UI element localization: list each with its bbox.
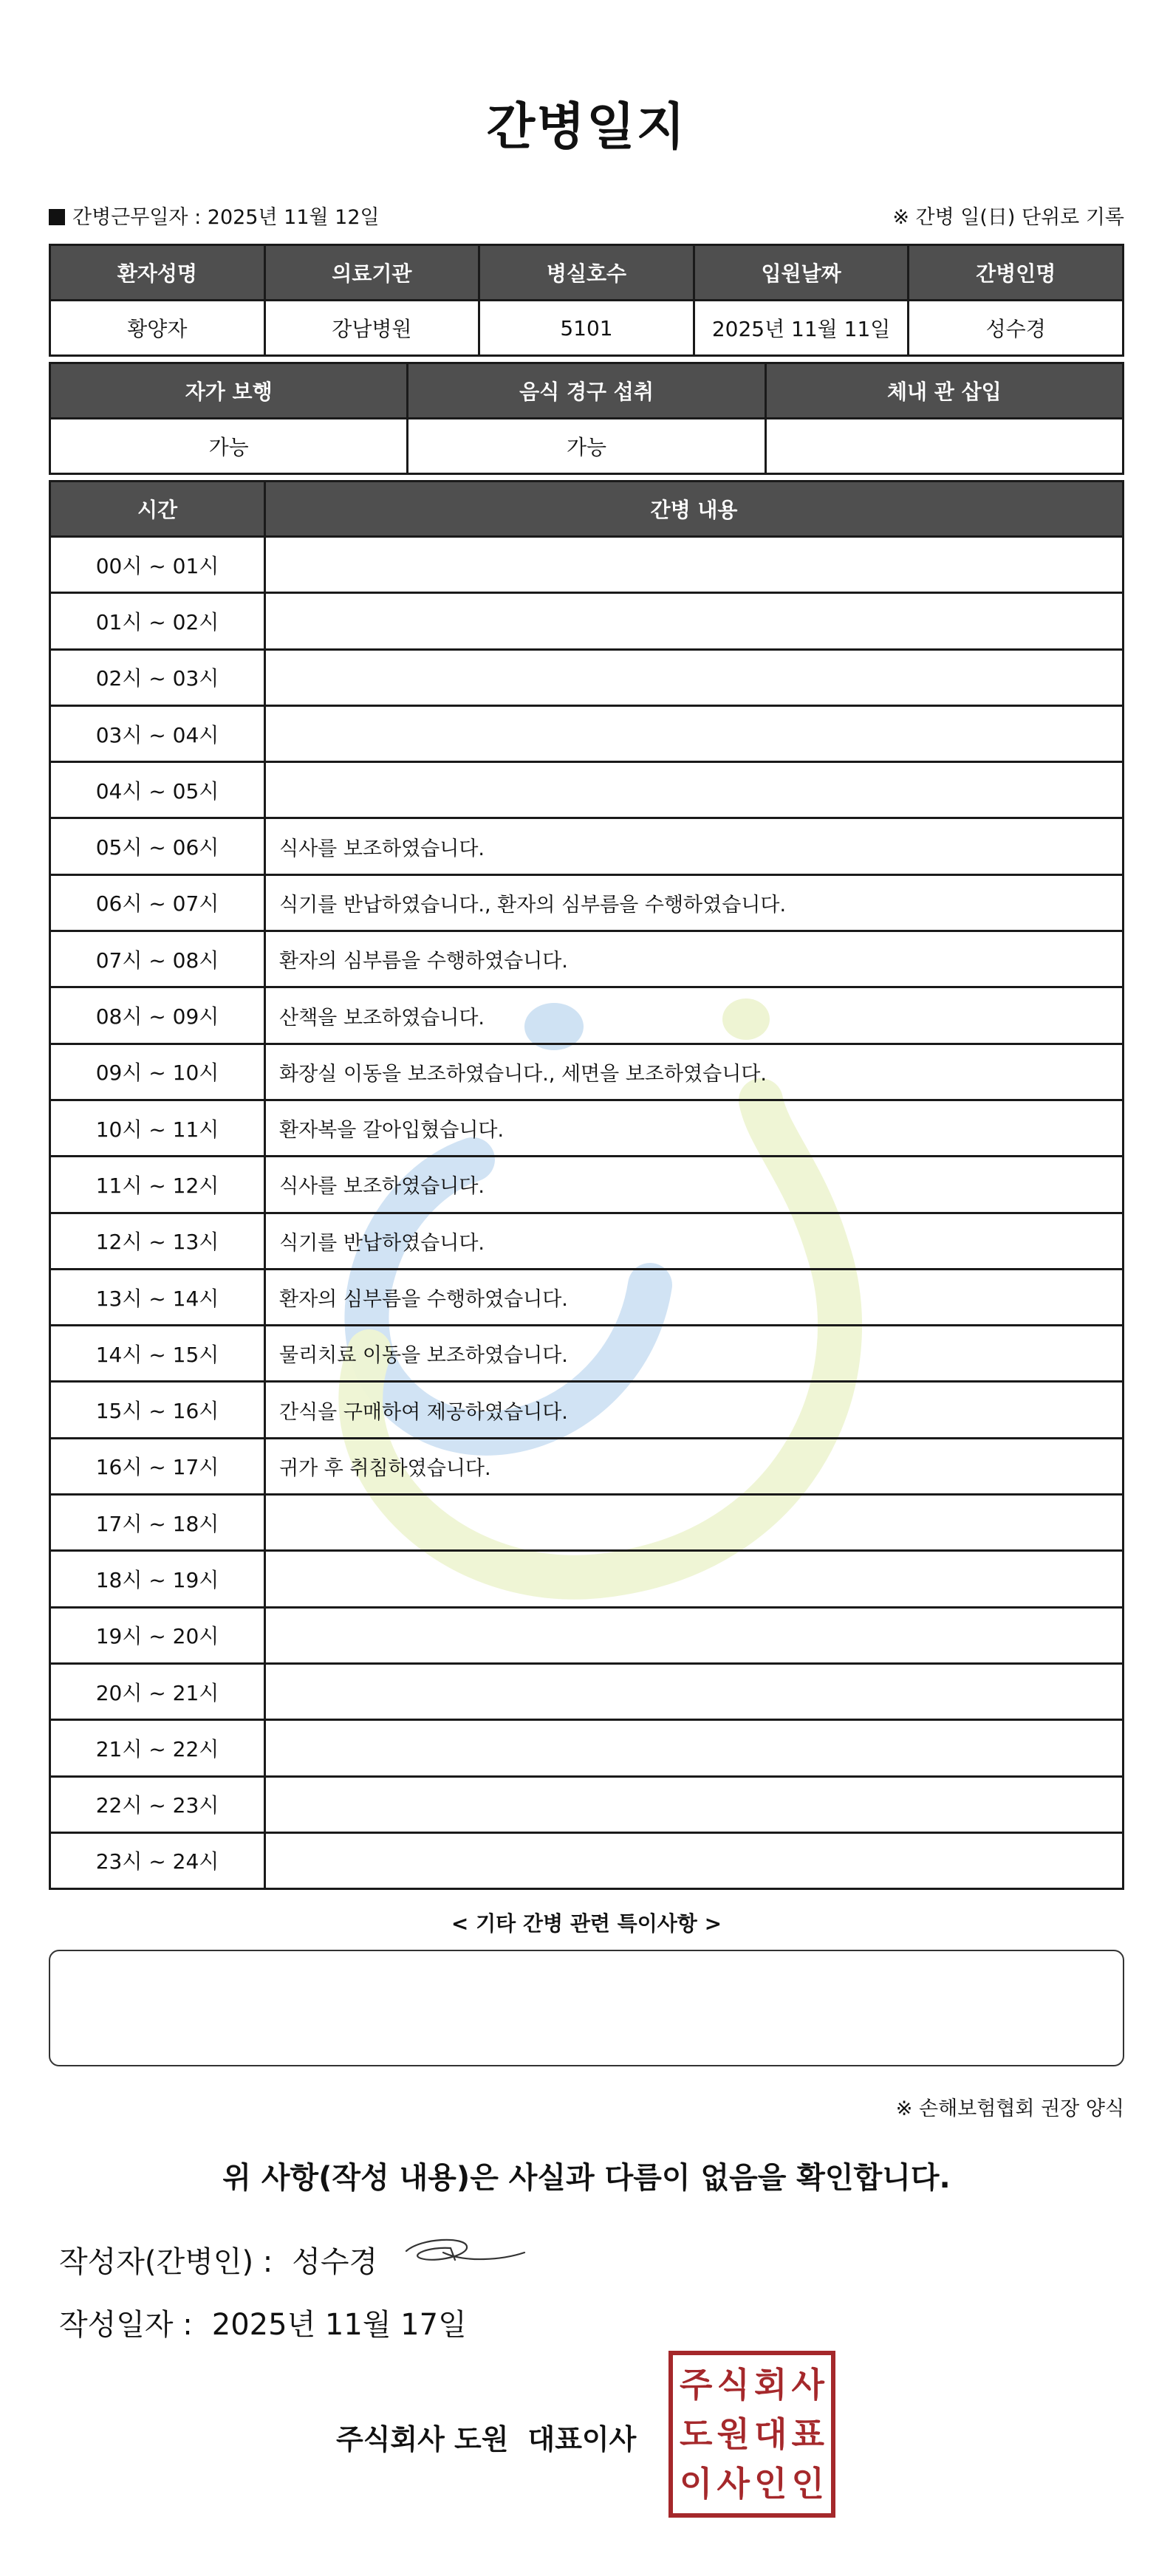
patient-name: 황양자 [50,301,265,356]
seal-char: 사 [717,2464,750,2504]
seal-char: 인 [791,2464,824,2504]
time-cell: 22시 ~ 23시 [50,1776,265,1832]
content-cell [265,1776,1124,1832]
time-cell: 21시 ~ 22시 [50,1720,265,1776]
header-walking: 자가 보행 [50,363,408,419]
header-care-content: 간병 내용 [265,482,1124,537]
table-row [50,1663,1124,1719]
time-cell: 23시 ~ 24시 [50,1832,265,1888]
signature-image [399,2230,532,2275]
work-date [49,201,380,230]
table-row [50,931,1124,987]
seal-char: 대 [754,2414,787,2454]
content-cell [265,705,1124,761]
content-cell: 물리치료 이동을 보조하였습니다. [265,1326,1124,1382]
table-row [50,1720,1124,1776]
time-cell: 04시 ~ 05시 [50,762,265,818]
remarks-title: < 기타 간병 관련 특이사항 > [451,1911,722,1936]
time-cell: 13시 ~ 14시 [50,1269,265,1325]
table-row [50,818,1124,874]
work-date-value: 2025년 11월 12일 [207,206,380,229]
care-log-table [49,480,1124,1890]
content-cell: 식사를 보조하였습니다. [265,818,1124,874]
walking-value: 가능 [50,419,408,474]
time-cell: 00시 ~ 01시 [50,537,265,593]
content-cell: 식사를 보조하였습니다. [265,1157,1124,1213]
content-cell [265,593,1124,649]
content-cell [265,1495,1124,1551]
content-cell: 식기를 반납하였습니다. [265,1213,1124,1269]
table-row [50,1438,1124,1494]
time-cell: 02시 ~ 03시 [50,649,265,705]
header-admission-date: 입원날짜 [694,245,909,301]
table-row [50,1495,1124,1551]
table-row [50,1157,1124,1213]
time-cell: 19시 ~ 20시 [50,1607,265,1663]
table-row [50,1269,1124,1325]
tube-value [765,419,1123,474]
table-row [50,537,1124,593]
written-date-label: 작성일자 : [59,2308,193,2342]
page-title: 간병일지 [486,98,687,157]
table-row [50,1326,1124,1382]
table-row [50,1776,1124,1832]
writer-name: 성수경 [292,2245,378,2279]
table-row [50,1100,1124,1156]
form-note: ※ 손해보험협회 권장 양식 [895,2097,1124,2120]
time-cell: 14시 ~ 15시 [50,1326,265,1382]
content-cell: 화장실 이동을 보조하였습니다., 세면을 보조하였습니다. [265,1044,1124,1100]
time-cell: 01시 ~ 02시 [50,593,265,649]
table-row [50,762,1124,818]
table-row [50,987,1124,1044]
content-cell [265,537,1124,593]
written-date-value: 2025년 11월 17일 [211,2308,467,2342]
company-name: 주식회사 도원 [336,2423,509,2456]
time-cell: 12시 ~ 13시 [50,1213,265,1269]
table-row [50,649,1124,705]
content-cell: 귀가 후 취침하였습니다. [265,1438,1124,1494]
time-cell: 11시 ~ 12시 [50,1157,265,1213]
content-cell: 산책을 보조하였습니다. [265,987,1124,1044]
table-row [50,1044,1124,1100]
work-date-label: 간병근무일자 : [72,206,202,229]
header-hospital: 의료기관 [264,245,479,301]
table-row [50,1213,1124,1269]
hospital: 강남병원 [264,301,479,356]
unit-note: ※ 간병 일(日) 단위로 기록 [892,206,1124,229]
header-caregiver: 간병인명 [909,245,1124,301]
time-cell: 17시 ~ 18시 [50,1495,265,1551]
table-row [50,1382,1124,1438]
content-cell [265,762,1124,818]
time-cell: 20시 ~ 21시 [50,1663,265,1719]
table-row [50,874,1124,931]
seal-char: 주 [680,2364,713,2405]
writer-line [59,2238,377,2281]
table-row [50,705,1124,761]
header-time: 시간 [50,482,265,537]
company-line [336,2416,636,2457]
table-row [50,1551,1124,1607]
confirmation-statement: 위 사항(작성 내용)은 사실과 다름이 없음을 확인합니다. [222,2161,951,2195]
time-cell: 09시 ~ 10시 [50,1044,265,1100]
content-cell: 환자의 심부름을 수행하였습니다. [265,1269,1124,1325]
seal-char: 식 [717,2364,750,2405]
writer-label: 작성자(간병인) : [59,2245,273,2279]
time-cell: 16시 ~ 17시 [50,1438,265,1494]
seal-char: 이 [680,2464,713,2504]
time-cell: 06시 ~ 07시 [50,874,265,931]
company-seal [668,2351,835,2518]
content-cell: 간식을 구매하여 제공하였습니다. [265,1382,1124,1438]
oral-intake-value: 가능 [408,419,765,474]
written-date-line [59,2301,467,2343]
content-cell [265,1720,1124,1776]
caregiver-name: 성수경 [909,301,1124,356]
content-cell: 식기를 반납하였습니다., 환자의 심부름을 수행하였습니다. [265,874,1124,931]
content-cell: 환자의 심부름을 수행하였습니다. [265,931,1124,987]
room-number: 5101 [479,301,694,356]
header-patient-name: 환자성명 [50,245,265,301]
square-bullet-icon [49,209,65,225]
seal-char: 표 [791,2414,824,2454]
time-cell: 08시 ~ 09시 [50,987,265,1044]
content-cell [265,1832,1124,1888]
patient-status-table [49,362,1124,475]
patient-info-table [49,244,1124,357]
content-cell: 환자복을 갈아입혔습니다. [265,1100,1124,1156]
time-cell: 05시 ~ 06시 [50,818,265,874]
time-cell: 07시 ~ 08시 [50,931,265,987]
header-room: 병실호수 [479,245,694,301]
content-cell [265,1551,1124,1607]
table-row [50,1832,1124,1888]
seal-char: 회 [754,2364,787,2405]
time-cell: 18시 ~ 19시 [50,1551,265,1607]
time-cell: 15시 ~ 16시 [50,1382,265,1438]
table-row [50,1607,1124,1663]
table-row [50,593,1124,649]
time-cell: 10시 ~ 11시 [50,1100,265,1156]
seal-char: 인 [754,2464,787,2504]
seal-char: 원 [717,2414,750,2454]
seal-char: 사 [791,2364,824,2405]
content-cell [265,1663,1124,1719]
seal-char: 도 [680,2414,713,2454]
time-cell: 03시 ~ 04시 [50,705,265,761]
admission-date: 2025년 11월 11일 [694,301,909,356]
header-tube: 체내 관 삽입 [765,363,1123,419]
header-oral-intake: 음식 경구 섭취 [408,363,765,419]
remarks-box [49,1950,1124,2066]
content-cell [265,649,1124,705]
content-cell [265,1607,1124,1663]
company-title: 대표이사 [527,2423,637,2456]
